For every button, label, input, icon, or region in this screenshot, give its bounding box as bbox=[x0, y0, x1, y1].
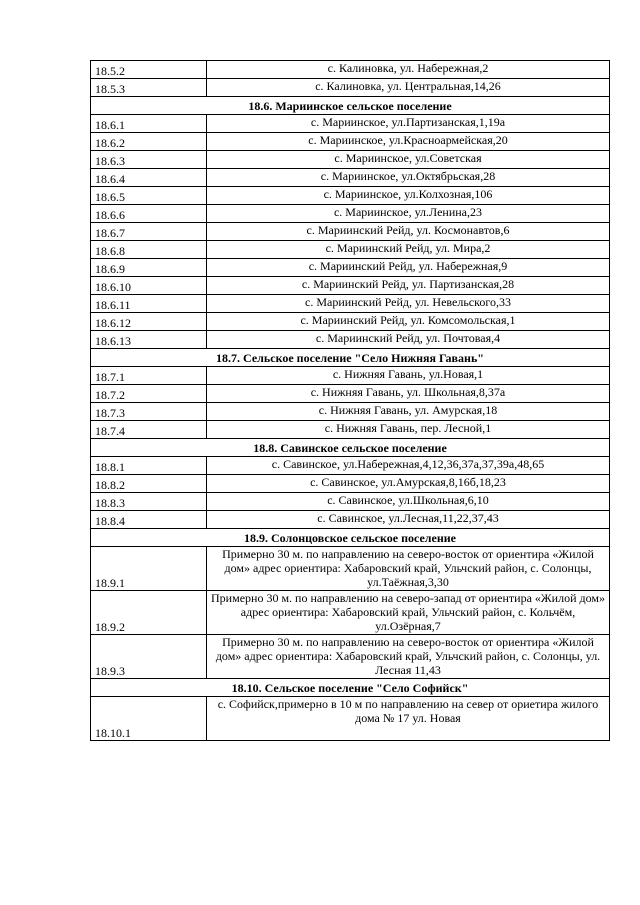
row-address: с. Мариинский Рейд, ул. Почтовая,4 bbox=[207, 331, 610, 349]
row-address: с. Мариинский Рейд, ул. Набережная,9 bbox=[207, 259, 610, 277]
table-row bbox=[91, 385, 610, 403]
row-number: 18.7.4 bbox=[91, 421, 207, 439]
row-number: 18.6.9 bbox=[91, 259, 207, 277]
row-address: с. Савинское, ул.Лесная,11,22,37,43 bbox=[207, 511, 610, 529]
section-header-row bbox=[91, 97, 610, 115]
table-row bbox=[91, 511, 610, 529]
row-number: 18.6.10 bbox=[91, 277, 207, 295]
table-row bbox=[91, 187, 610, 205]
row-number: 18.6.11 bbox=[91, 295, 207, 313]
table-row bbox=[91, 133, 610, 151]
row-number: 18.6.13 bbox=[91, 331, 207, 349]
table-body bbox=[91, 61, 610, 741]
address-table bbox=[90, 60, 610, 741]
table-row bbox=[91, 547, 610, 591]
table-row bbox=[91, 457, 610, 475]
row-number: 18.7.1 bbox=[91, 367, 207, 385]
row-address: с. Мариинский Рейд, ул. Партизанская,28 bbox=[207, 277, 610, 295]
section-header-row bbox=[91, 679, 610, 697]
row-number: 18.5.2 bbox=[91, 61, 207, 79]
row-address: с. Калиновка, ул. Центральная,14,26 bbox=[207, 79, 610, 97]
table-row bbox=[91, 403, 610, 421]
row-address: с. Калиновка, ул. Набережная,2 bbox=[207, 61, 610, 79]
table-row bbox=[91, 295, 610, 313]
table-row bbox=[91, 313, 610, 331]
row-number: 18.7.2 bbox=[91, 385, 207, 403]
section-title: 18.10. Сельское поселение "Село Софийск" bbox=[91, 679, 610, 697]
table-row bbox=[91, 115, 610, 133]
row-number: 18.9.2 bbox=[91, 591, 207, 635]
table-row bbox=[91, 331, 610, 349]
row-number: 18.8.4 bbox=[91, 511, 207, 529]
row-address: с. Нижняя Гавань, ул.Новая,1 bbox=[207, 367, 610, 385]
row-address: Примерно 30 м. по направлению на северо-восток от ориентира «Жилой дом» адрес ориентира: Хабаровский край, Ульчский район, с. Солонцы, ул.Таёжная,3,30 bbox=[207, 547, 610, 591]
row-number: 18.6.4 bbox=[91, 169, 207, 187]
table-row bbox=[91, 277, 610, 295]
row-address: с. Мариинское, ул.Колхозная,106 bbox=[207, 187, 610, 205]
table-row bbox=[91, 223, 610, 241]
row-address: с. Нижняя Гавань, пер. Лесной,1 bbox=[207, 421, 610, 439]
row-number: 18.6.6 bbox=[91, 205, 207, 223]
row-address: с. Мариинское, ул.Красноармейская,20 bbox=[207, 133, 610, 151]
row-number: 18.6.8 bbox=[91, 241, 207, 259]
row-number: 18.5.3 bbox=[91, 79, 207, 97]
table-row bbox=[91, 635, 610, 679]
row-address: Примерно 30 м. по направлению на северо-запад от ориентира «Жилой дом» адрес ориентира: Хабаровский край, Ульчский район, с. Кольчём, ул.Озёрная,7 bbox=[207, 591, 610, 635]
row-number: 18.8.1 bbox=[91, 457, 207, 475]
row-address: с. Мариинское, ул.Октябрьская,28 bbox=[207, 169, 610, 187]
section-header-row bbox=[91, 439, 610, 457]
row-address: с. Мариинское, ул.Советская bbox=[207, 151, 610, 169]
row-address: с. Нижняя Гавань, ул. Амурская,18 bbox=[207, 403, 610, 421]
section-header-row bbox=[91, 349, 610, 367]
row-address: с. Савинское, ул.Амурская,8,16б,18,23 bbox=[207, 475, 610, 493]
row-number: 18.6.5 bbox=[91, 187, 207, 205]
row-address: с. Савинское, ул.Набережная,4,12,36,37а,37,39а,48,65 bbox=[207, 457, 610, 475]
table-row bbox=[91, 61, 610, 79]
row-number: 18.9.1 bbox=[91, 547, 207, 591]
row-number: 18.6.3 bbox=[91, 151, 207, 169]
table-row bbox=[91, 421, 610, 439]
table-row bbox=[91, 79, 610, 97]
section-title: 18.6. Мариинское сельское поселение bbox=[91, 97, 610, 115]
table-row bbox=[91, 205, 610, 223]
table-row bbox=[91, 367, 610, 385]
row-number: 18.6.12 bbox=[91, 313, 207, 331]
table-row bbox=[91, 259, 610, 277]
table-row bbox=[91, 151, 610, 169]
row-address: с. Мариинский Рейд, ул. Невельского,33 bbox=[207, 295, 610, 313]
row-address: с. Софийск,примерно в 10 м по направлению на север от ориетира жилого дома № 17 ул. Новая bbox=[207, 697, 610, 741]
row-address: с. Мариинский Рейд, ул. Мира,2 bbox=[207, 241, 610, 259]
row-address: Примерно 30 м. по направлению на северо-восток от ориентира «Жилой дом» адрес ориентира: Хабаровский край, Ульчский район, с. Солонцы, ул. Лесная 11,43 bbox=[207, 635, 610, 679]
row-address: с. Нижняя Гавань, ул. Школьная,8,37а bbox=[207, 385, 610, 403]
row-address: с. Мариинский Рейд, ул. Космонавтов,6 bbox=[207, 223, 610, 241]
section-title: 18.9. Солонцовское сельское поселение bbox=[91, 529, 610, 547]
row-number: 18.6.2 bbox=[91, 133, 207, 151]
row-number: 18.8.3 bbox=[91, 493, 207, 511]
row-number: 18.9.3 bbox=[91, 635, 207, 679]
row-number: 18.8.2 bbox=[91, 475, 207, 493]
table-row bbox=[91, 591, 610, 635]
table-row bbox=[91, 169, 610, 187]
section-header-row bbox=[91, 529, 610, 547]
section-title: 18.7. Сельское поселение "Село Нижняя Гавань" bbox=[91, 349, 610, 367]
table-row bbox=[91, 241, 610, 259]
row-address: с. Мариинское, ул.Ленина,23 bbox=[207, 205, 610, 223]
row-number: 18.7.3 bbox=[91, 403, 207, 421]
row-address: с. Мариинский Рейд, ул. Комсомольская,1 bbox=[207, 313, 610, 331]
section-title: 18.8. Савинское сельское поселение bbox=[91, 439, 610, 457]
row-number: 18.6.7 bbox=[91, 223, 207, 241]
row-number: 18.10.1 bbox=[91, 697, 207, 741]
row-number: 18.6.1 bbox=[91, 115, 207, 133]
table-row bbox=[91, 475, 610, 493]
row-address: с. Савинское, ул.Школьная,6,10 bbox=[207, 493, 610, 511]
row-address: с. Мариинское, ул.Партизанская,1,19а bbox=[207, 115, 610, 133]
table-row bbox=[91, 493, 610, 511]
table-row bbox=[91, 697, 610, 741]
